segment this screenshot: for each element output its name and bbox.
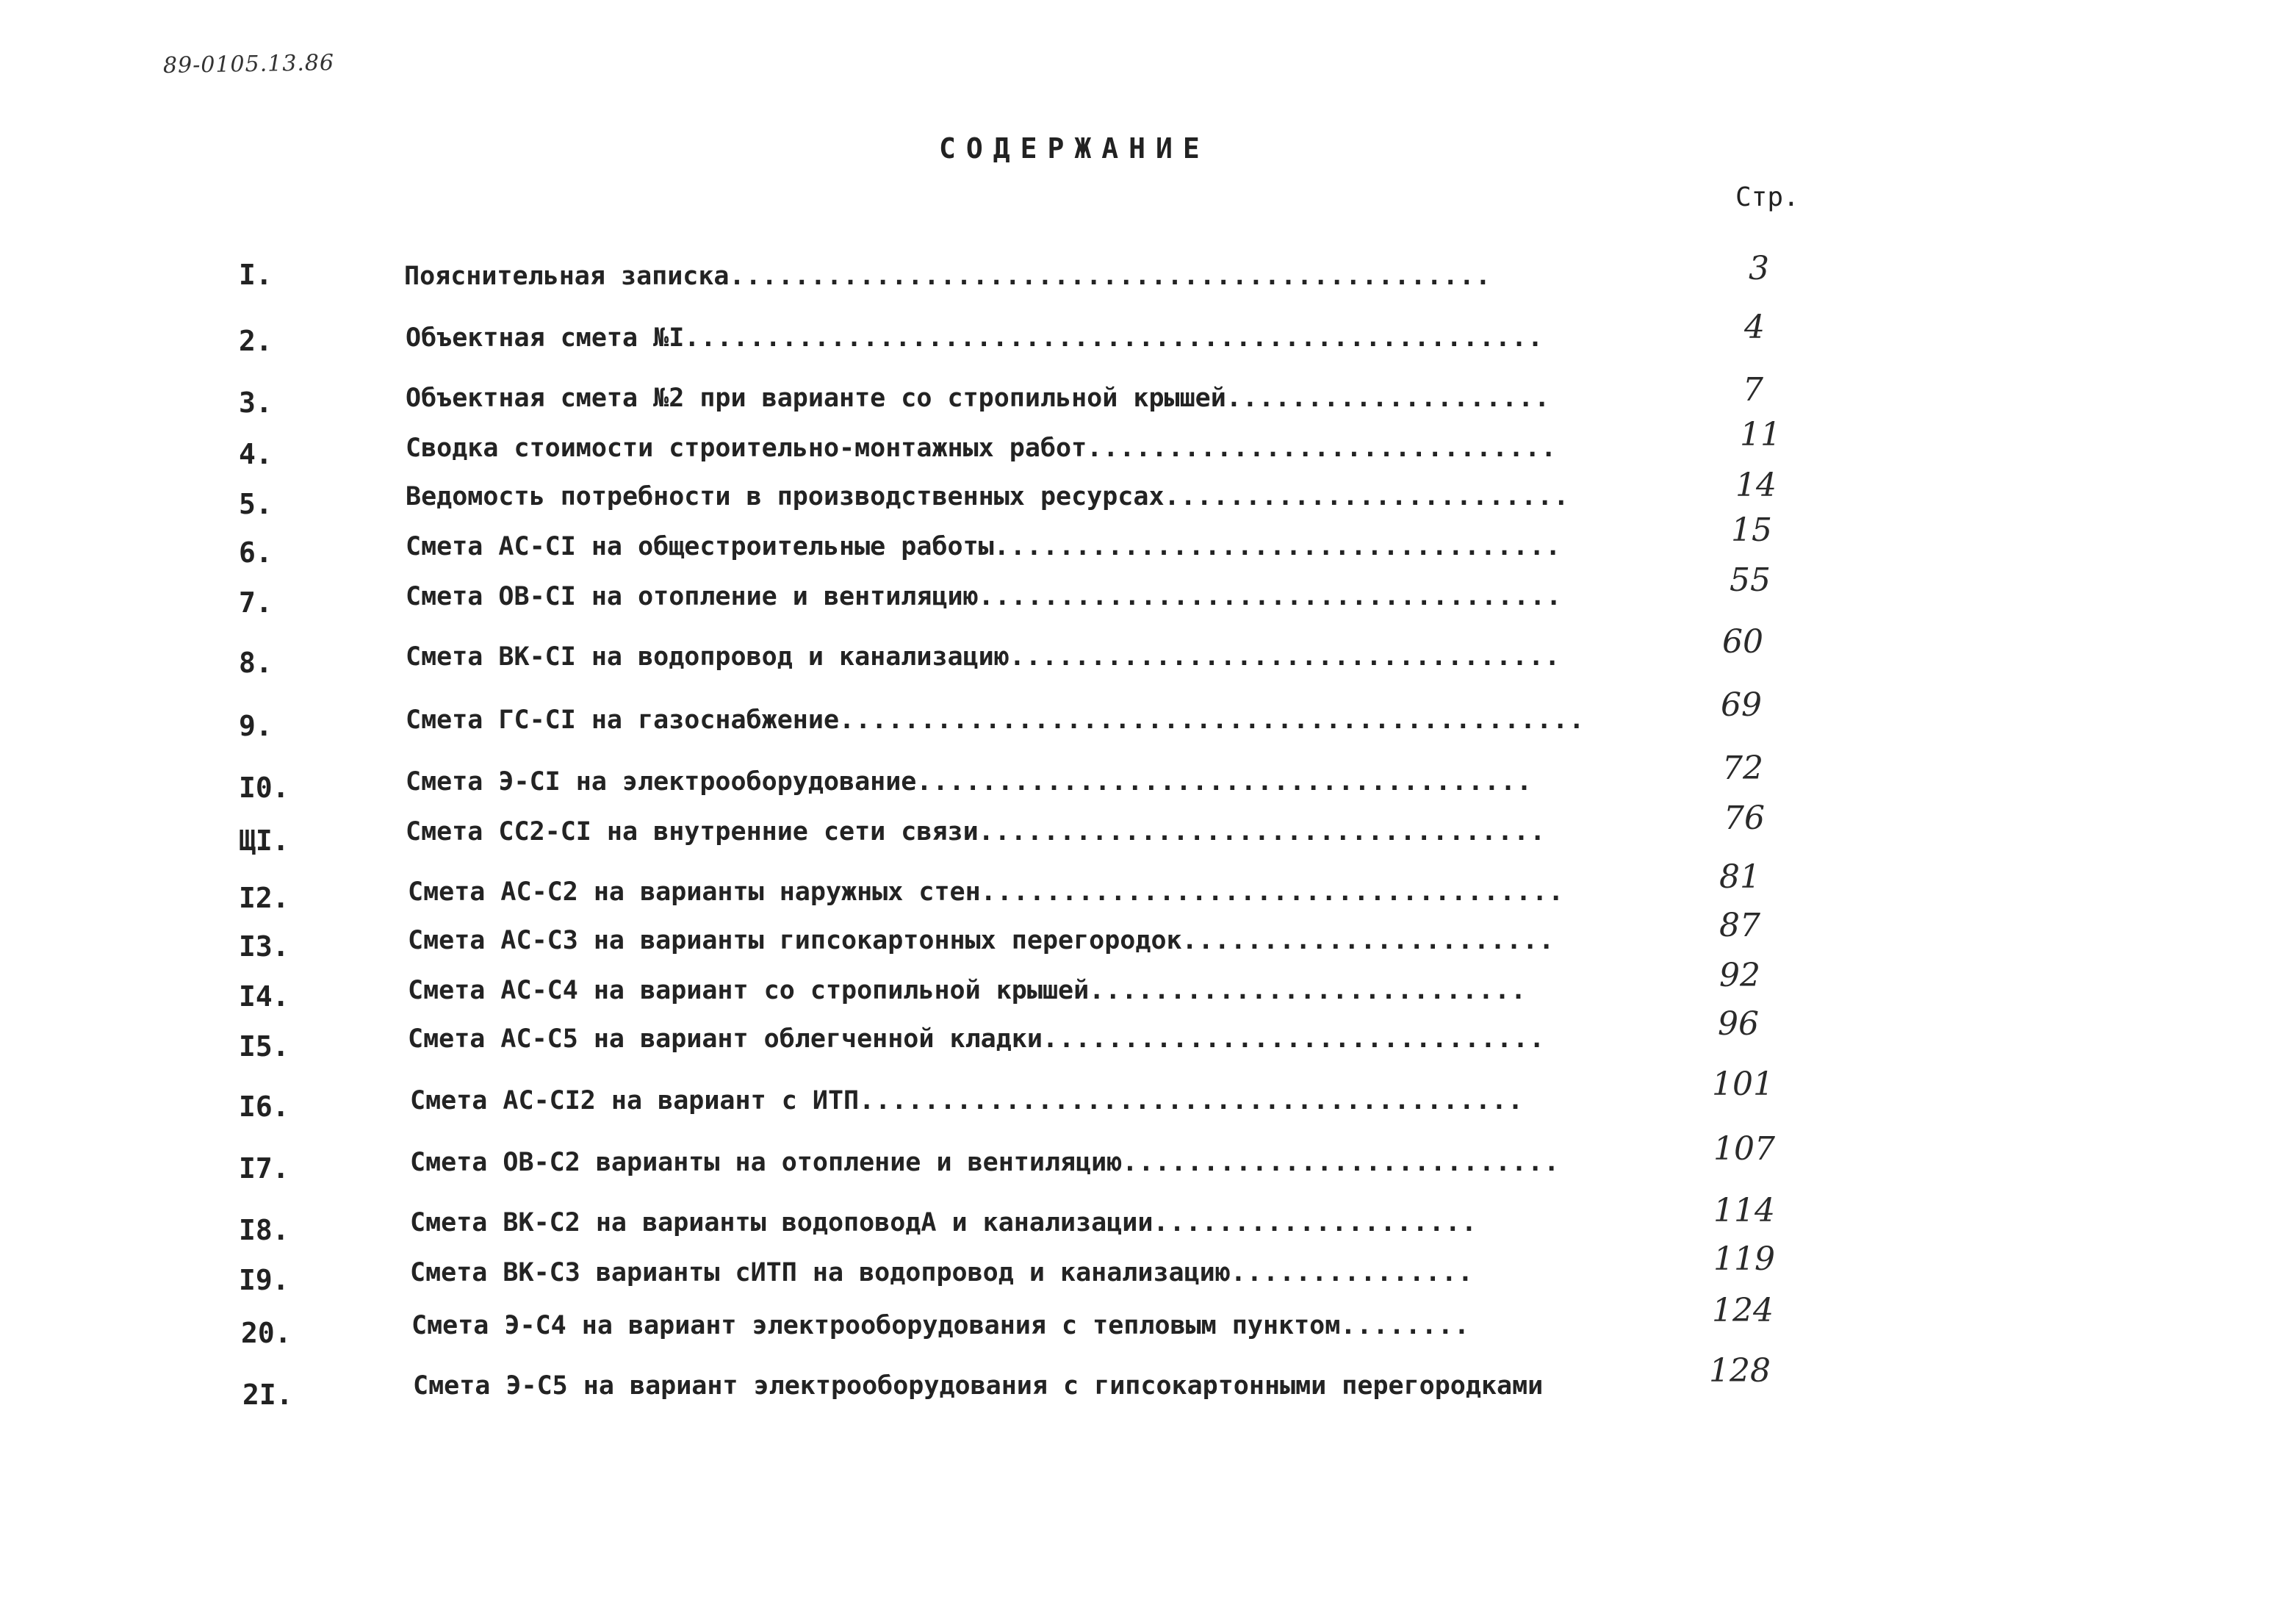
toc-item-page: 119 bbox=[1713, 1240, 1775, 1278]
toc-item-dots: .................................... bbox=[980, 877, 1565, 907]
toc-item-text: Смета Э-С4 на вариант электрооборудования с тепловым пунктом bbox=[411, 1311, 1341, 1340]
toc-item-text: Смета АС-СI2 на вариант с ИТП bbox=[410, 1086, 860, 1115]
toc-item-number: 2. bbox=[239, 325, 273, 357]
toc-item-dots: ........................... bbox=[1122, 1148, 1561, 1177]
toc-item-text: Смета ВК-С2 на варианты водоповодА и канализации bbox=[410, 1208, 1154, 1237]
toc-item-page: 87 bbox=[1719, 907, 1760, 944]
toc-item-title bbox=[406, 384, 1550, 413]
toc-item-dots: ...................................... bbox=[916, 767, 1533, 797]
toc-item-number: I0. bbox=[239, 772, 289, 804]
toc-item-text: Смета СС2-СI на внутренние сети связи bbox=[406, 817, 979, 847]
toc-item-title bbox=[404, 262, 1491, 291]
toc-item-page: 96 bbox=[1718, 1005, 1759, 1043]
toc-item-dots: .................... bbox=[1153, 1208, 1478, 1237]
toc-item-text: Объектная смета №2 при варианте со стропильной крышей bbox=[406, 384, 1226, 413]
toc-item-number: 7. bbox=[239, 586, 273, 619]
toc-item-page: 11 bbox=[1740, 416, 1781, 453]
page-title: СОДЕРЖАНИЕ bbox=[939, 132, 1210, 165]
toc-item-text: Смета ВК-С3 варианты сИТП на водопровод и канализацию bbox=[410, 1258, 1231, 1287]
toc-item-dots: ......................... bbox=[1164, 482, 1570, 511]
toc-item-dots: ......................................... bbox=[859, 1086, 1525, 1115]
toc-item-title bbox=[408, 1024, 1545, 1054]
toc-item-number: I2. bbox=[239, 882, 289, 914]
toc-item-number: I5. bbox=[239, 1030, 289, 1063]
toc-item-title bbox=[408, 976, 1527, 1005]
toc-item-number: I8. bbox=[239, 1214, 289, 1246]
toc-item-title bbox=[406, 767, 1533, 797]
toc-item-dots: .................................. bbox=[1009, 642, 1561, 672]
toc-item-text: Смета ВК-СI на водопровод и канализацию bbox=[406, 642, 1010, 672]
toc-item-dots: ....................... bbox=[1181, 926, 1555, 955]
toc-item-title bbox=[411, 1311, 1470, 1340]
toc-item-number: 20. bbox=[241, 1317, 292, 1349]
toc-item-dots: ............................. bbox=[1087, 434, 1558, 463]
toc-item-title bbox=[410, 1086, 1524, 1115]
toc-item-page: 3 bbox=[1749, 250, 1769, 287]
toc-item-title bbox=[406, 323, 1544, 353]
toc-item-title bbox=[406, 642, 1561, 672]
toc-item-text: Пояснительная записка bbox=[404, 262, 730, 291]
toc-item-dots: ................................... bbox=[978, 817, 1547, 847]
toc-item-title bbox=[408, 877, 1564, 907]
toc-item-dots: ........................... bbox=[1089, 976, 1527, 1005]
toc-item-page: 60 bbox=[1722, 623, 1763, 661]
toc-item-page: 114 bbox=[1713, 1192, 1775, 1229]
toc-item-title bbox=[410, 1208, 1478, 1237]
toc-item-page: 69 bbox=[1721, 686, 1762, 724]
toc-item-number: 3. bbox=[239, 387, 273, 419]
toc-item-number: I7. bbox=[239, 1152, 289, 1185]
toc-item-number: I3. bbox=[239, 930, 289, 963]
toc-item-page: 92 bbox=[1719, 957, 1760, 994]
toc-item-page: 7 bbox=[1743, 371, 1763, 409]
toc-item-number: I9. bbox=[239, 1264, 289, 1296]
toc-item-text: Смета ОВ-СI на отопление и вентиляцию bbox=[406, 582, 979, 611]
toc-item-number: I6. bbox=[239, 1091, 289, 1123]
toc-item-dots: .................................... bbox=[978, 582, 1563, 611]
toc-item-dots: .............................................. bbox=[839, 705, 1586, 735]
toc-item-text: Смета АС-СI на общестроительные работы bbox=[406, 532, 994, 561]
toc-item-text: Смета ГС-СI на газоснабжение bbox=[406, 705, 840, 735]
toc-item-dots: ............................... bbox=[1042, 1024, 1546, 1054]
toc-item-page: 4 bbox=[1744, 309, 1765, 346]
toc-item-title bbox=[406, 434, 1557, 463]
toc-item-title bbox=[406, 532, 1561, 561]
toc-item-page: 14 bbox=[1735, 467, 1777, 504]
toc-item-title bbox=[406, 705, 1585, 735]
toc-item-page: 128 bbox=[1709, 1352, 1771, 1390]
handwritten-doc-code: 89-0105.13.86 bbox=[162, 49, 335, 79]
toc-item-title bbox=[408, 926, 1555, 955]
toc-item-title bbox=[410, 1148, 1560, 1177]
toc-item-dots: .................... bbox=[1226, 384, 1551, 413]
toc-item-number: ЩI. bbox=[239, 824, 289, 857]
toc-item-title bbox=[406, 482, 1569, 511]
toc-item-page: 55 bbox=[1730, 561, 1771, 599]
toc-item-page: 81 bbox=[1719, 858, 1760, 896]
toc-item-title bbox=[406, 582, 1562, 611]
toc-item-number: 6. bbox=[239, 536, 273, 569]
toc-item-text: Смета АС-С4 на вариант со стропильной крышей bbox=[408, 976, 1090, 1005]
toc-item-text: Смета Э-С5 на вариант электрооборудования с гипсокартонными перегородками bbox=[413, 1371, 1544, 1401]
toc-item-title bbox=[410, 1258, 1474, 1287]
toc-item-dots: ........ bbox=[1340, 1311, 1470, 1340]
toc-item-text: Ведомость потребности в производственных ресурсах bbox=[406, 482, 1165, 511]
toc-item-page: 72 bbox=[1722, 750, 1763, 787]
toc-item-number: 8. bbox=[239, 647, 273, 679]
toc-item-text: Смета ОВ-С2 варианты на отопление и вентиляцию bbox=[410, 1148, 1123, 1177]
toc-item-number: 4. bbox=[239, 438, 273, 470]
toc-item-text: Объектная смета №I bbox=[406, 323, 685, 353]
toc-item-title bbox=[406, 817, 1546, 847]
toc-item-page: 15 bbox=[1731, 511, 1772, 549]
toc-item-text: Сводка стоимости строительно-монтажных работ bbox=[406, 434, 1087, 463]
toc-item-page: 124 bbox=[1712, 1292, 1774, 1329]
toc-item-text: Смета АС-С5 на вариант облегченной кладки bbox=[408, 1024, 1043, 1054]
toc-item-page: 107 bbox=[1713, 1130, 1775, 1168]
toc-item-dots: ............................................... bbox=[729, 262, 1491, 291]
toc-item-page: 76 bbox=[1724, 800, 1765, 837]
toc-item-title bbox=[413, 1371, 1543, 1401]
toc-item-text: Смета АС-С3 на варианты гипсокартонных перегородок bbox=[408, 926, 1182, 955]
toc-item-text: Смета АС-С2 на варианты наружных стен bbox=[408, 877, 981, 907]
toc-item-number: 2I. bbox=[242, 1379, 293, 1411]
toc-item-dots: ............... bbox=[1230, 1258, 1474, 1287]
toc-item-number: 9. bbox=[239, 710, 273, 742]
toc-item-number: I. bbox=[239, 259, 273, 291]
toc-item-dots: ................................... bbox=[993, 532, 1562, 561]
toc-item-page: 101 bbox=[1712, 1066, 1774, 1103]
page-column-label: Стр. bbox=[1735, 182, 1799, 212]
toc-item-number: I4. bbox=[239, 980, 289, 1013]
toc-item-text: Смета Э-СI на электрооборудование bbox=[406, 767, 917, 797]
toc-item-dots: ..................................................... bbox=[684, 323, 1544, 353]
toc-item-number: 5. bbox=[239, 488, 273, 520]
